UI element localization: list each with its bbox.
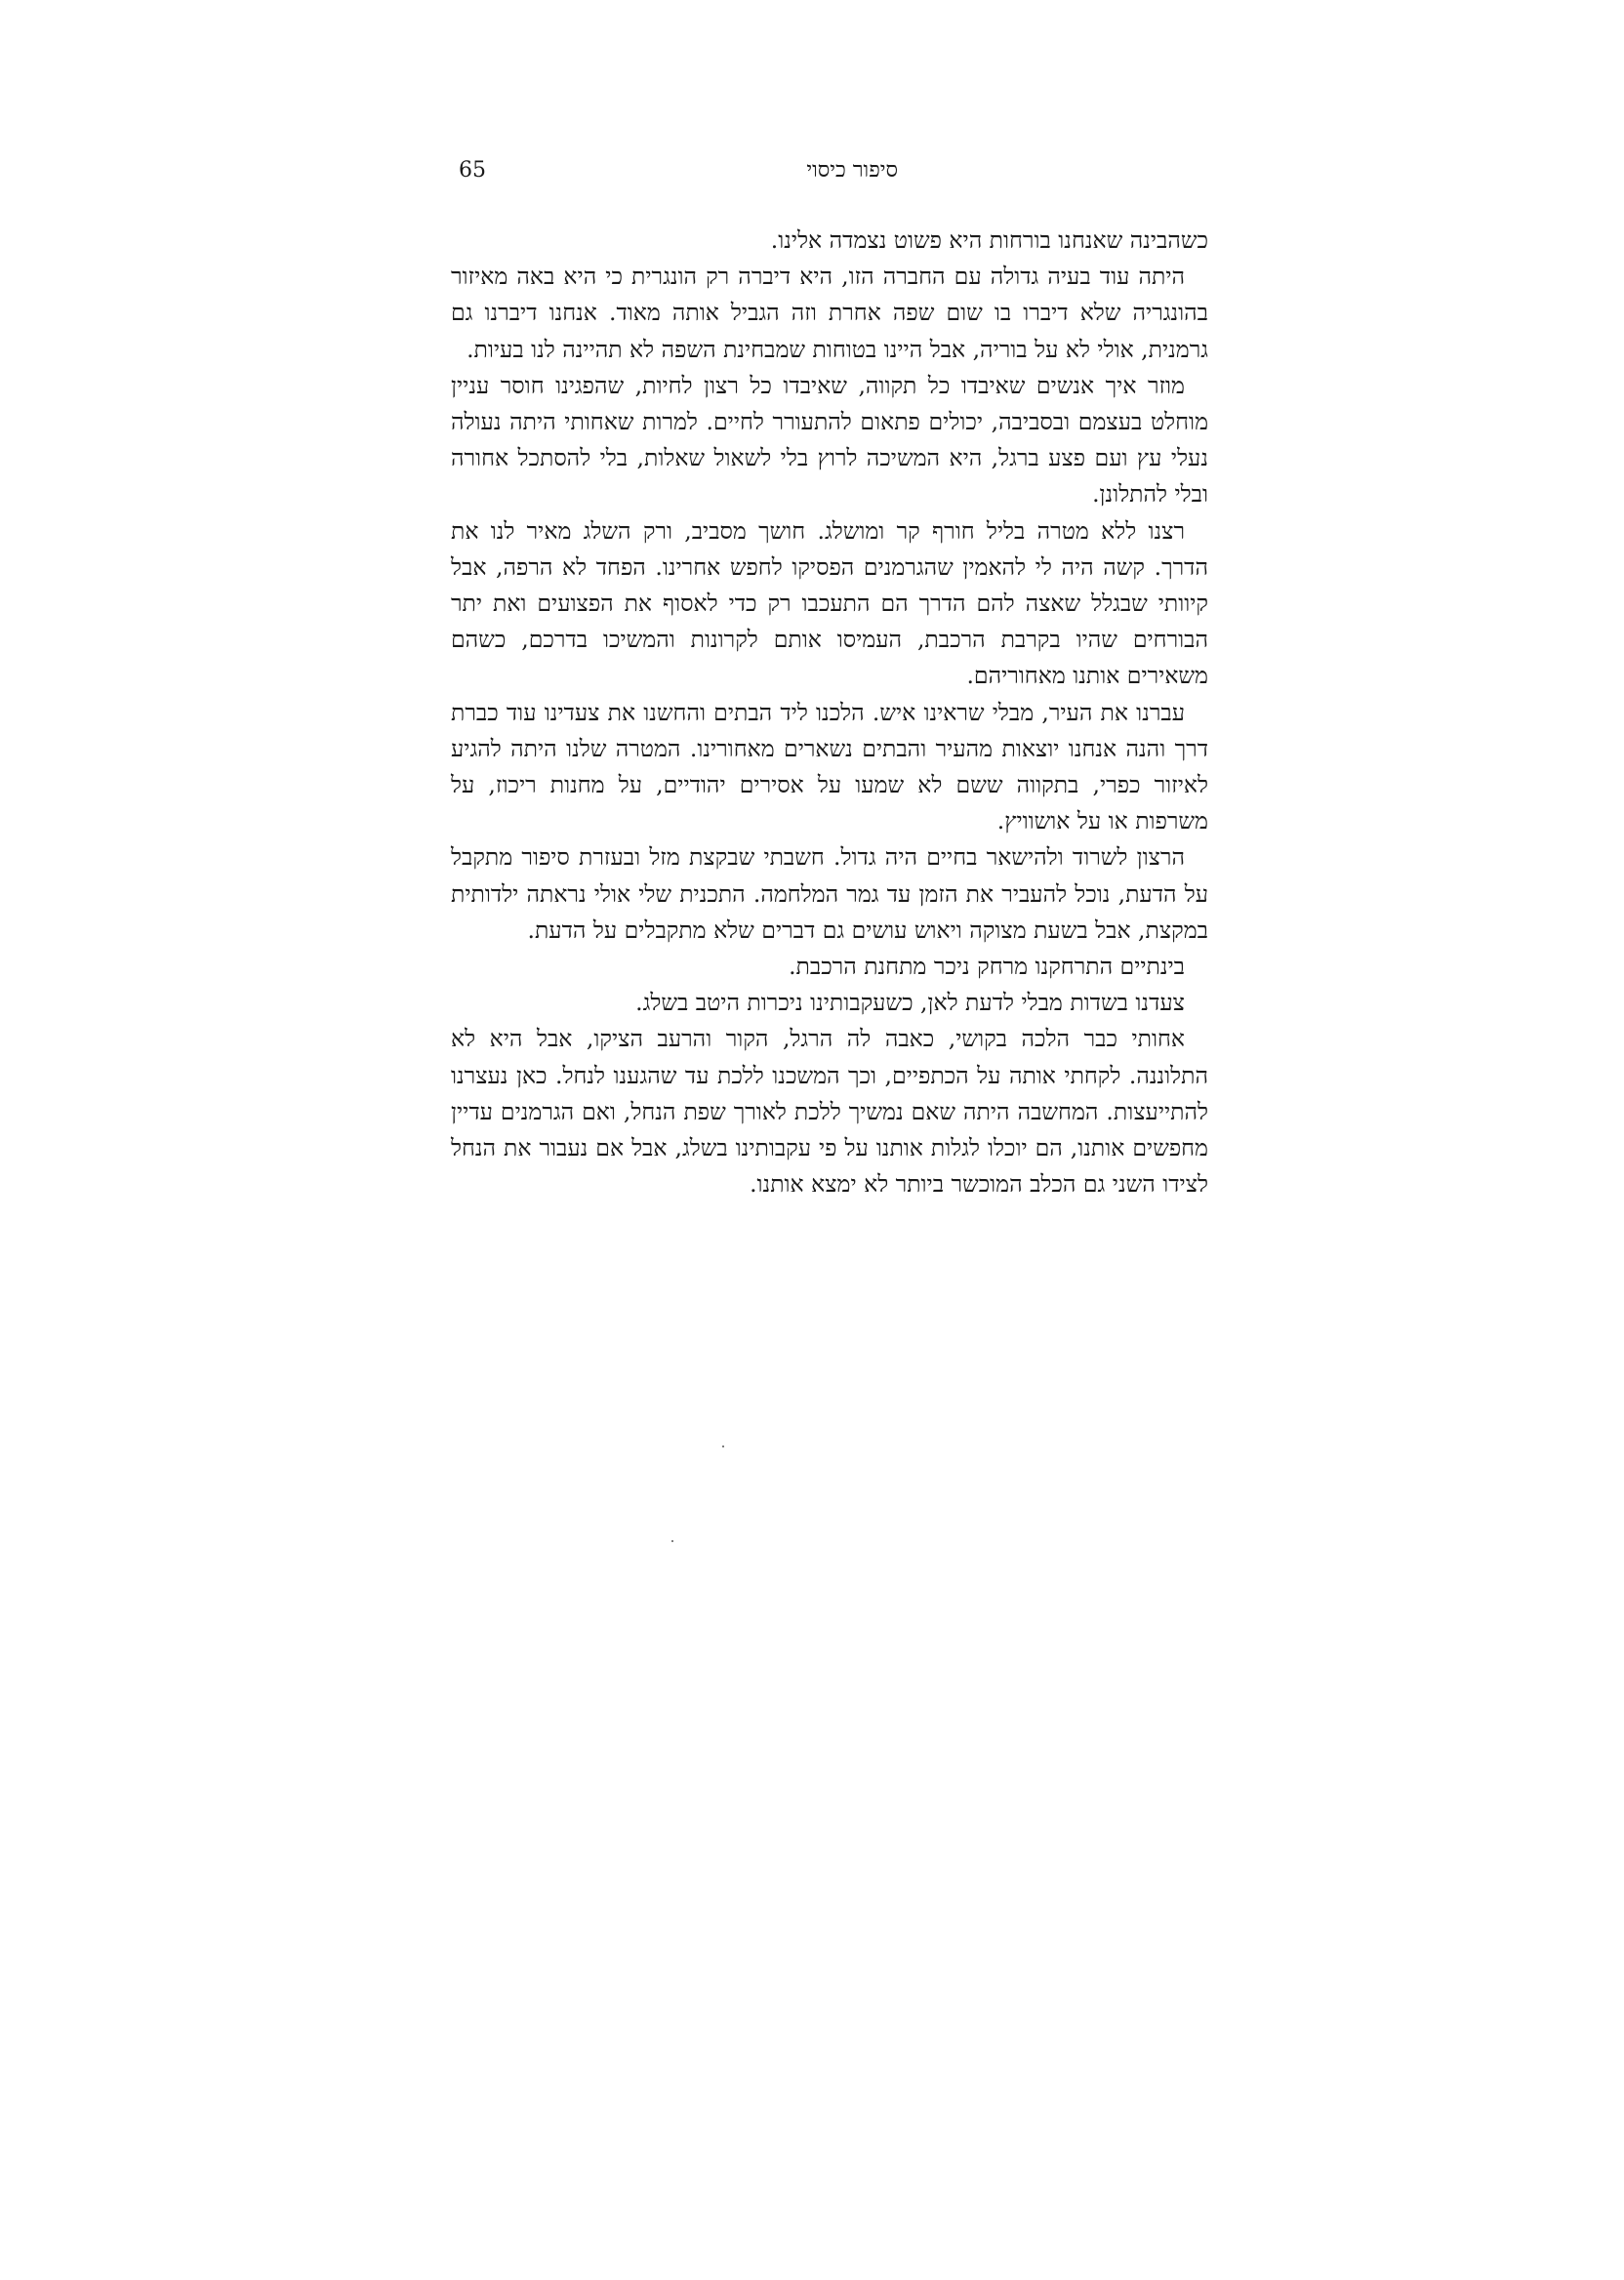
paragraph: כשהבינה שאנחנו בורחות היא פשוט נצמדה אלינו. [770, 226, 1208, 254]
page-header [449, 151, 908, 190]
paragraph: אחותי כבר הלכה בקושי, כאבה לה הרגל, הקור והרעב הציקו, אבל היא לא התלוננה. לקחתי אותה על הכתפיים, וכך המשכנו ללכת עד שהגענו לנחל. כאן נעצרנו להתייעצות. המחשבה היתה שאם נמשיך ללכת לאורך שפת הנחל, ואם הגרמנים עדיין מחפשים אותנו, הם יוכלו לגלות אותנו על פי עקבותינו בשלג, אבל אם נעבור את הנחל לצידו השני גם הכלב המוכשר ביותר לא ימצא אותנו. [451, 1025, 1208, 1199]
paragraph: היתה עוד בעיה גדולה עם החברה הזו, היא דיברה רק הונגרית כי היא באה מאיזור בהונגריה שלא דיברו בו שום שפה אחרת וזה הגביל אותה מאוד. אנחנו דיברנו גם גרמנית, אולי לא על בוריה, אבל היינו בטוחות שמבחינת השפה לא תהיינה לנו בעיות. [451, 263, 1208, 363]
body-text [451, 223, 1208, 1202]
paragraph: עברנו את העיר, מבלי שראינו איש. הלכנו ליד הבתים והחשנו את צעדינו עוד כברת דרך והנה אנחנו יוצאות מהעיר והבתים נשארים מאחורינו. המטרה שלנו היתה להגיע לאיזור כפרי, בתקווה ששם לא שמעו על אסירים יהודיים, על מחנות ריכוז, על משרפות או על אושוויץ. [451, 698, 1208, 835]
page-number: 65 [459, 158, 486, 183]
paragraph: רצנו ללא מטרה בליל חורף קר ומושלג. חושך מסביב, ורק השלג מאיר לנו את הדרך. קשה היה לי להאמין שהגרמנים הפסיקו לחפש אחרינו. הפחד לא הרפה, אבל קיוותי שבגלל שאצה להם הדרך הם התעכבו רק כדי לאסוף את הפצועים ואת יתר הבורחים שהיו בקרבת הרכבת, העמיסו אותם לקרונות והמשיכו בדרכם, כשהם משאירים אותנו מאחוריהם. [451, 516, 1208, 690]
paragraph: בינתיים התרחקנו מרחק ניכר מתחנת הרכבת. [789, 953, 1185, 981]
paragraph: הרצון לשרוד ולהישאר בחיים היה גדול. חשבתי שבקצת מזל ובעזרת סיפור מתקבל על הדעת, נוכל להעביר את הזמן עד גמר המלחמה. התכנית שלי אולי נראתה ילדותית במקצת, אבל בשעת מצוקה ויאוש עושים גם דברים שלא מתקבלים על הדעת. [451, 843, 1208, 944]
paragraph: צעדנו בשדות מבלי לדעת לאן, כשעקבותינו ניכרות היטב בשלג. [635, 989, 1185, 1017]
running-title: סיפור כיסוי [806, 158, 898, 183]
paragraph: מוזר איך אנשים שאיבדו כל תקווה, שאיבדו כל רצון לחיות, שהפגינו חוסר עניין מוחלט בעצמם ובסביבה, יכולים פתאום להתעורר לחיים. למרות שאחותי היתה נעולה נעלי עץ ועם פצע ברגל, היא המשיכה לרוץ בלי לשאול שאלות, בלי להסתכל אחורה ובלי להתלונן. [451, 371, 1208, 509]
scan-speck [722, 1445, 724, 1447]
scan-speck [671, 1540, 673, 1542]
